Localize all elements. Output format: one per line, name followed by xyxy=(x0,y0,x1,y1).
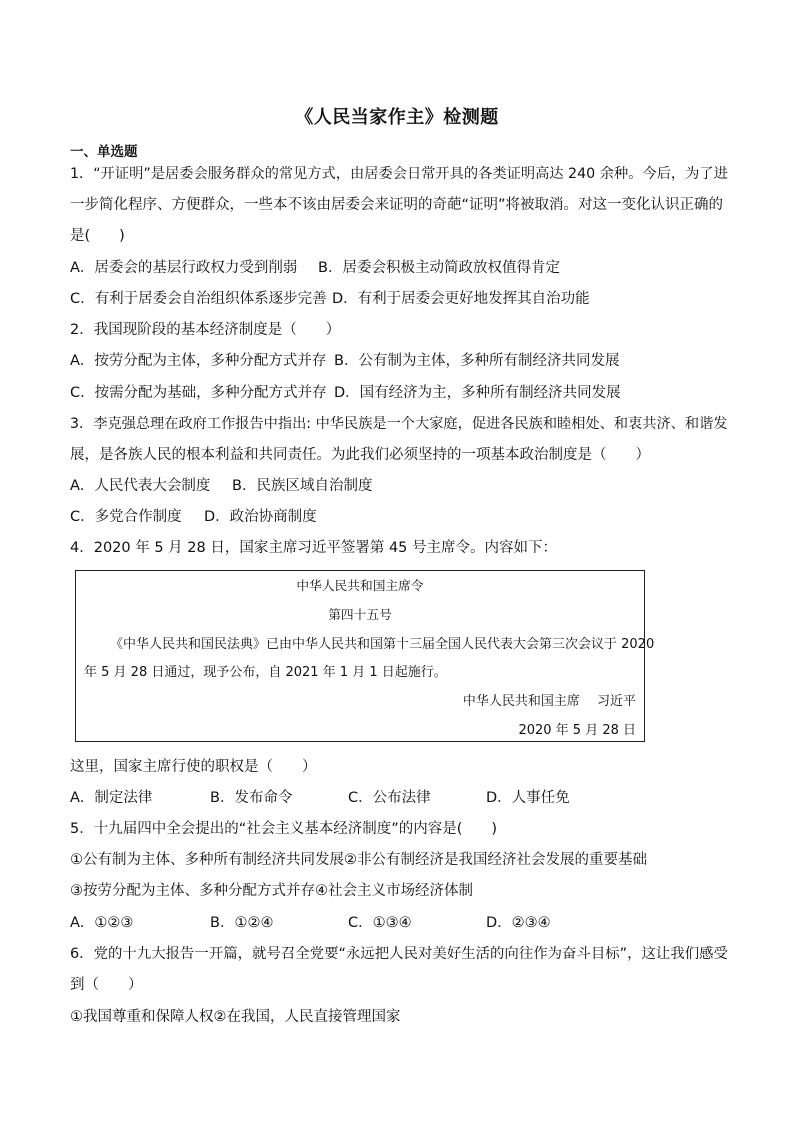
q5-statement-line-1: ①公有制为主体、多种所有制经济共同发展②非公有制经济是我国经济社会发展的重要基础 xyxy=(70,852,647,868)
q6-statement-line-1: ①我国尊重和保障人权②在我国，人民直接管理国家 xyxy=(70,1009,401,1025)
page-title: 《人民当家作主》检测题 xyxy=(295,107,499,128)
decree-title: 中华人民共和国主席令 xyxy=(296,579,424,594)
decree-body-line-2: 年 5 月 28 日通过，现予公布，自 2021 年 1 月 1 日起施行。 xyxy=(84,665,447,680)
q2-stem: 2．我国现阶段的基本经济制度是（ ） xyxy=(70,322,341,338)
q1-stem-line-3: 是( ) xyxy=(70,228,125,244)
q5-option-c: C．①③④ xyxy=(348,915,412,931)
q4-question: 这里，国家主席行使的职权是（ ） xyxy=(70,759,317,775)
decree-body-line-1: 《中华人民共和国民法典》已由中华人民共和国第十三届全国人民代表大会第三次会议于 2020 xyxy=(110,637,655,652)
q4-stem: 4．2020 年 5 月 28 日，国家主席习近平签署第 45 号主席令。内容如下： xyxy=(70,540,558,556)
decree-signature: 中华人民共和国主席 习近平 xyxy=(462,694,636,709)
q1-option-b: B．居委会积极主动简政放权值得肯定 xyxy=(318,260,560,276)
q3-option-b: B．民族区域自治制度 xyxy=(232,478,373,494)
q1-option-d: D．有利于居委会更好地发挥其自治功能 xyxy=(332,291,590,307)
q2-option-b: B．公有制为主体，多种所有制经济共同发展 xyxy=(334,353,620,369)
decree-box xyxy=(75,570,655,742)
q3-stem-line-1: 3．李克强总理在政府工作报告中指出: 中华民族是一个大家庭，促进各民族和睦相处、和衷共济、和谐发 xyxy=(70,416,728,432)
q1-option-a: A．居委会的基层行政权力受到削弱 xyxy=(70,260,298,276)
q2-option-a: A．按劳分配为主体，多种分配方式并存 xyxy=(70,353,327,369)
q1-stem-line-2: 一步简化程序、方便群众，一些本不该由居委会来证明的奇葩“证明”将被取消。对这一变化认识正确的 xyxy=(70,197,724,213)
q3-option-d: D．政治协商制度 xyxy=(204,509,317,525)
q5-stem: 5．十九届四中全会提出的“社会主义基本经济制度”的内容是( ) xyxy=(70,821,498,837)
section-heading: 一、单选题 xyxy=(70,144,138,160)
q6-stem-line-2: 到（ ） xyxy=(70,977,143,993)
q4-option-d: D．人事任免 xyxy=(486,790,570,806)
q3-option-c: C．多党合作制度 xyxy=(70,509,182,525)
q1-stem-line-1: 1．“开证明”是居委会服务群众的常见方式，由居委会日常开具的各类证明高达 240 余种。今后，为了进 xyxy=(70,166,728,182)
q4-option-b: B．发布命令 xyxy=(210,790,293,806)
q2-option-d: D．国有经济为主，多种所有制经济共同发展 xyxy=(334,385,621,401)
decree-date: 2020 年 5 月 28 日 xyxy=(518,723,636,738)
q5-option-a: A．①②③ xyxy=(70,915,134,931)
decree-number: 第四十五号 xyxy=(328,608,392,623)
q3-stem-line-2: 展，是各族人民的根本利益和共同责任。为此我们必须坚持的一项基本政治制度是（ ） xyxy=(70,447,650,463)
q5-statement-line-2: ③按劳分配为主体、多种分配方式并存④社会主义市场经济体制 xyxy=(70,883,473,899)
q2-option-c: C．按需分配为基础，多种分配方式并存 xyxy=(70,385,327,401)
q4-option-a: A．制定法律 xyxy=(70,790,153,806)
q5-option-d: D．②③④ xyxy=(486,915,551,931)
q3-option-a: A．人民代表大会制度 xyxy=(70,478,211,494)
q5-option-b: B．①②④ xyxy=(210,915,274,931)
q4-option-c: C．公布法律 xyxy=(348,790,431,806)
q6-stem-line-1: 6．党的十九大报告一开篇，就号召全党要“永远把人民对美好生活的向往作为奋斗目标”，这让我们感受 xyxy=(70,946,728,962)
q1-option-c: C．有利于居委会自治组织体系逐步完善 xyxy=(70,291,327,307)
